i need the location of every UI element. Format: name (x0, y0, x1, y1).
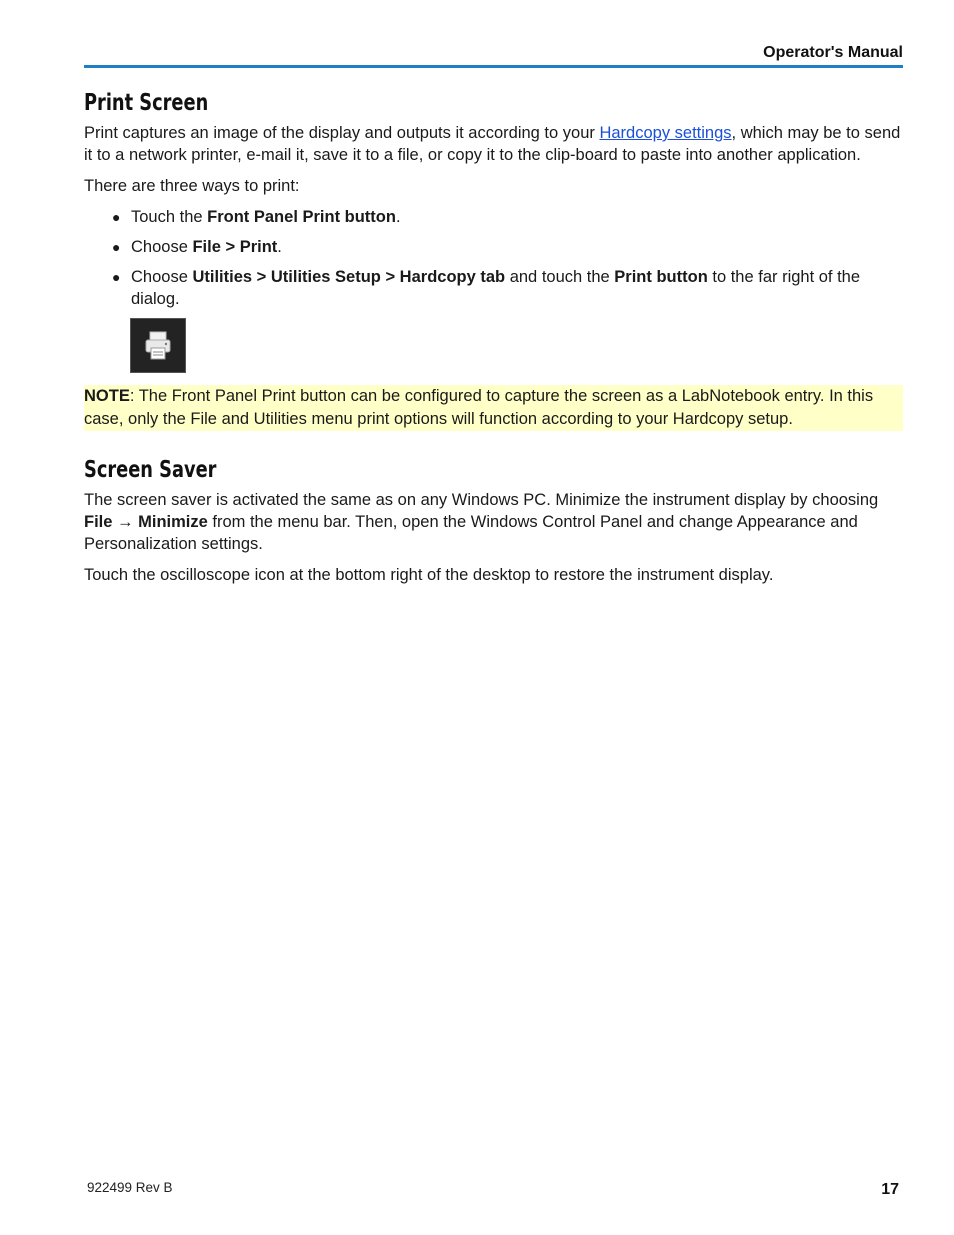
paragraph-text: The screen saver is activated the same as on any Windows PC. Minimize the instrument display by choosing (84, 491, 879, 509)
menu-minimize-text: Minimize (138, 513, 208, 531)
bullet-bold-text: File > Print (192, 238, 278, 256)
paragraph-text: from the menu bar. Then, open the Windows Control Panel and change Appearance and Personalization settings. (84, 513, 858, 553)
note-label: NOTE (84, 387, 130, 405)
menu-file-text: File (84, 513, 113, 531)
note-text: : The Front Panel Print button can be configured to capture the screen as a LabNotebook entry. In this case, only the File and Utilities menu print options will function according to your Hardcopy setup. (84, 387, 874, 428)
note-box (84, 385, 903, 431)
arrow-icon: → (112, 513, 139, 531)
running-header: Operator's Manual (763, 44, 903, 61)
screen-saver-paragraph-2: Touch the oscilloscope icon at the bottom right of the desktop to restore the instrument display. (84, 566, 774, 584)
intro-text-before: Print captures an image of the display and outputs it according to your (84, 124, 600, 142)
bullet-text: Touch the (131, 208, 208, 226)
footer-doc-number: 922499 Rev B (87, 1180, 173, 1195)
ways-intro: There are three ways to print: (84, 177, 300, 195)
bullet-bold-text: Front Panel Print button (207, 208, 396, 226)
print-ways-list (84, 206, 903, 310)
screen-saver-paragraph-1 (84, 489, 903, 555)
section-heading-print-screen: Print Screen (84, 90, 209, 116)
list-item (110, 266, 903, 310)
footer-page-number: 17 (881, 1181, 899, 1198)
bullet-icon: ● (112, 209, 121, 225)
section-heading-screen-saver: Screen Saver (84, 457, 217, 483)
print-button-image (130, 318, 186, 373)
intro-text-after: , which may be to send it to a network printer, e-mail it, save it to a file, or copy it to the clip-board to paste into another application. (84, 124, 901, 164)
bullet-text: Choose (131, 268, 193, 286)
list-item (110, 206, 903, 228)
header-rule (84, 65, 903, 68)
bullet-text: . (395, 208, 401, 226)
bullet-text: to the far right of the dialog. (131, 268, 861, 308)
page-content (84, 88, 903, 595)
bullet-text: . (277, 238, 282, 256)
bullet-icon: ● (112, 239, 121, 255)
bullet-text: and touch the (505, 268, 615, 286)
printer-icon (143, 330, 173, 362)
list-item (110, 236, 903, 258)
bullet-bold-text: Print button (614, 268, 708, 286)
screen-saver-section (84, 455, 903, 586)
bullet-bold-text: Utilities > Utilities Setup > Hardcopy tab (192, 268, 506, 286)
bullet-text: Choose (131, 238, 193, 256)
print-screen-intro (84, 122, 903, 166)
bullet-icon: ● (112, 269, 121, 285)
hardcopy-settings-link[interactable]: Hardcopy settings (599, 124, 732, 142)
